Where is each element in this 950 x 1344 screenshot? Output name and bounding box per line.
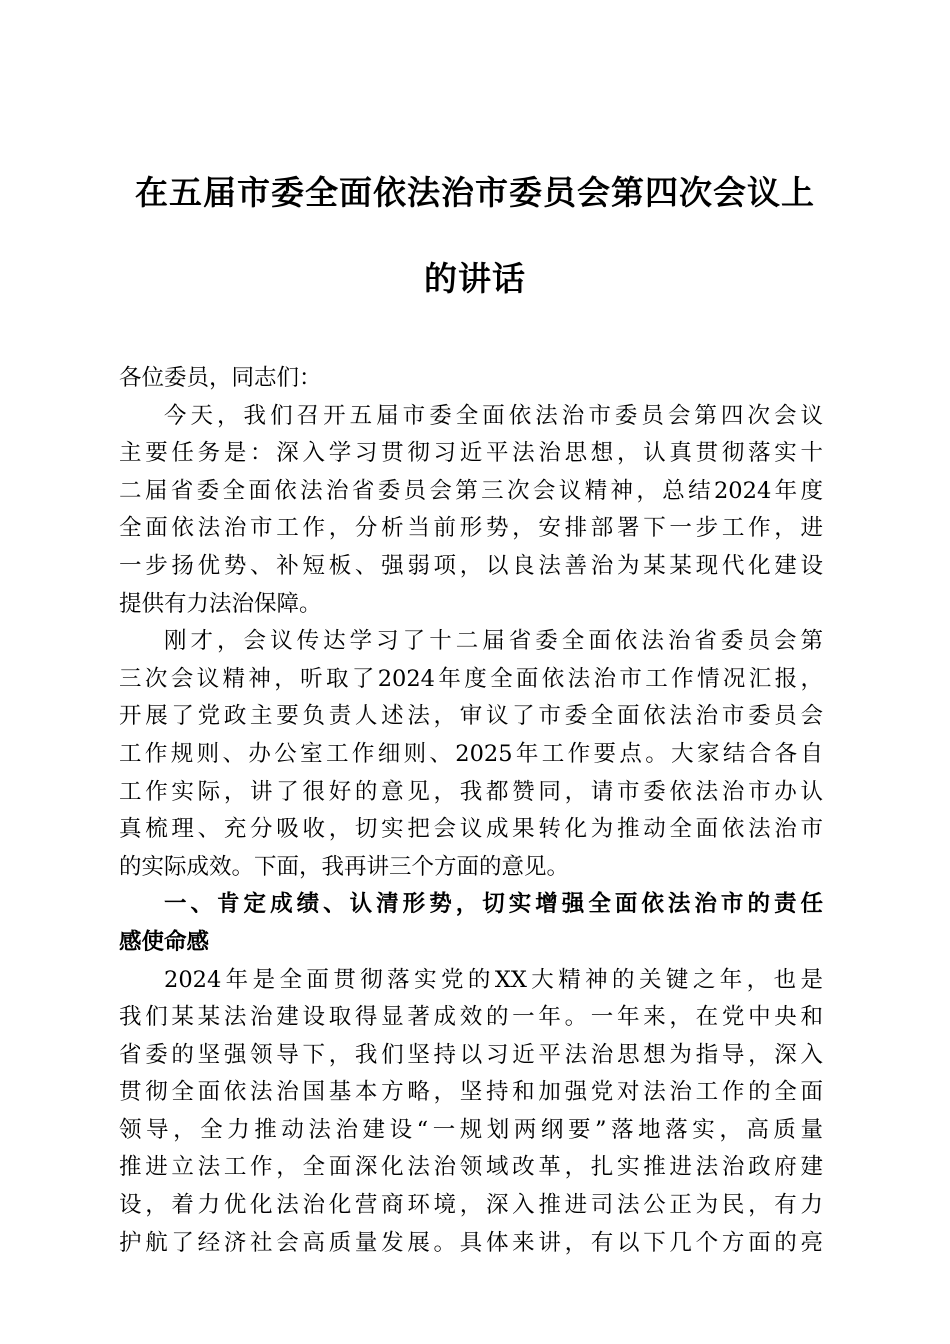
paragraph-1-line: 提供有力法治保障。 [119,590,322,617]
paragraph-2-line: 真梳理、充分吸收，切实把会议成果转化为推动全面依法治市 [119,816,823,843]
paragraph-1-line: 二届省委全面依法治省委员会第三次会议精神，总结2024年度 [119,477,823,504]
paragraph-2-line: 刚才，会议传达学习了十二届省委全面依法治省委员会第 [164,628,823,655]
section-heading-1-line: 感使命感 [119,928,210,955]
paragraph-3-line: 设，着力优化法治化营商环境，深入推进司法公正为民，有力 [119,1192,823,1219]
salutation-text: 各位委员，同志们： [119,365,322,391]
paragraph-2 [119,623,823,886]
paragraph-3-line: 推进立法工作，全面深化法治领域改革，扎实推进法治政府建 [119,1154,823,1181]
paragraph-1 [119,398,823,624]
paragraph-3-line: 贯彻全面依法治国基本方略，坚持和加强党对法治工作的全面 [119,1079,823,1106]
paragraph-3-line: 省委的坚强领导下，我们坚持以习近平法治思想为指导，深入 [119,1041,823,1068]
paragraph-1-line: 全面依法治市工作，分析当前形势，安排部署下一步工作，进 [119,515,823,542]
paragraph-3-line: 护航了经济社会高质量发展。具体来讲，有以下几个方面的亮 [119,1229,823,1256]
paragraph-3 [119,962,823,1263]
paragraph-1-line: 一步扬优势、补短板、强弱项，以良法善治为某某现代化建设 [119,552,823,579]
paragraph-3-line: 2024年是全面贯彻落实党的XX大精神的关键之年，也是 [164,966,823,993]
paragraph-2-line: 工作规则、办公室工作细则、2025年工作要点。大家结合各自 [119,740,823,767]
paragraph-2-line: 开展了党政主要负责人述法，审议了市委全面依法治市委员会 [119,703,823,730]
document-title [110,150,840,322]
section-heading-1 [119,886,823,961]
title-line-2: 的讲话 [424,259,526,298]
paragraph-2-line: 的实际成效。下面，我再讲三个方面的意见。 [119,853,570,880]
section-heading-1-line: 一、肯定成绩、认清形势，切实增强全面依法治市的责任 [164,891,823,918]
title-line-1: 在五届市委全面依法治市委员会第四次会议上 [135,173,815,212]
paragraph-2-line: 工作实际，讲了很好的意见，我都赞同，请市委依法治市办认 [119,778,823,805]
paragraph-3-line: 领导，全力推动法治建设“一规划两纲要”落地落实，高质量 [119,1116,823,1143]
paragraph-1-line: 今天，我们召开五届市委全面依法治市委员会第四次会议 [164,402,823,429]
salutation [119,360,823,398]
paragraph-3-line: 我们某某法治建设取得显著成效的一年。一年来，在党中央和 [119,1004,823,1031]
paragraph-2-line: 三次会议精神，听取了2024年度全面依法治市工作情况汇报， [119,665,823,692]
document-body [119,360,823,1262]
paragraph-1-line: 主要任务是：深入学习贯彻习近平法治思想，认真贯彻落实十 [119,440,823,467]
